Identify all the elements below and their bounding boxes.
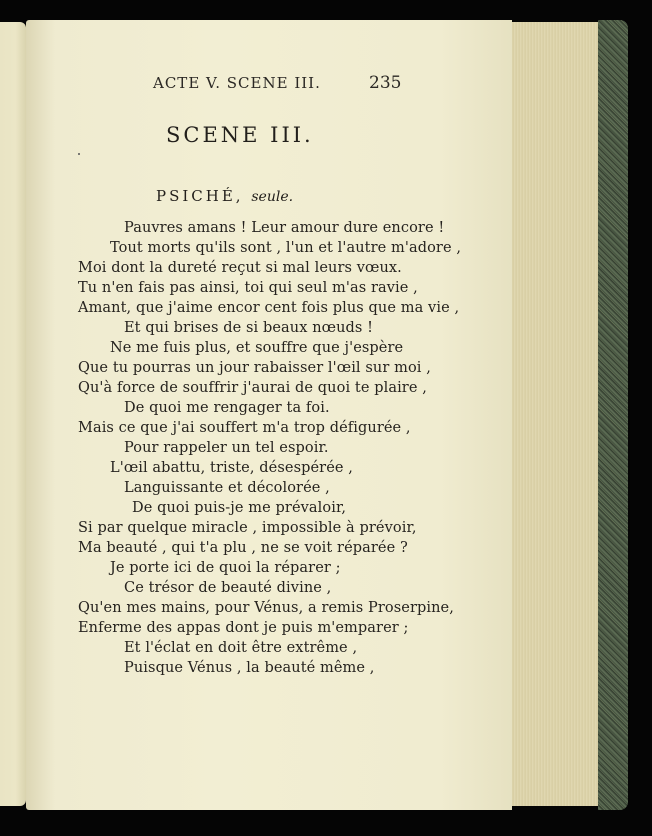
scene-title: SCENE III.	[166, 123, 314, 147]
book-cover-edge	[598, 20, 628, 810]
verse-line: Ma beauté , qui t'a plu , ne se voit réparée ?	[78, 540, 408, 556]
verse-line: Languissante et décolorée ,	[124, 480, 330, 496]
ink-speck	[78, 153, 80, 155]
book-page	[26, 20, 512, 810]
running-head: ACTE V. SCENE III.	[153, 74, 321, 92]
page-number: 235	[369, 73, 402, 93]
speaker-name: PSICHÉ,	[156, 187, 244, 205]
verse-line: Moi dont la dureté reçut si mal leurs vœux.	[78, 260, 402, 276]
verse-line: De quoi me rengager ta foi.	[124, 400, 330, 416]
verse-line: Si par quelque miracle , impossible à prévoir,	[78, 520, 417, 536]
verse-line: Et l'éclat en doit être extrême ,	[124, 640, 358, 656]
verse-line: Ce trésor de beauté divine ,	[124, 580, 332, 596]
verse-line: Puisque Vénus , la beauté même ,	[124, 660, 375, 676]
verse-line: Et qui brises de si beaux nœuds !	[124, 320, 374, 336]
verse-line: L'œil abattu, triste, désespérée ,	[110, 460, 353, 476]
verse-line: Pour rappeler un tel espoir.	[124, 440, 329, 456]
verse-line: Enferme des appas dont je puis m'emparer ;	[78, 620, 409, 636]
verse-line: De quoi puis-je me prévaloir,	[132, 500, 347, 516]
verse-line: Qu'en mes mains, pour Vénus, a remis Proserpine,	[78, 600, 454, 616]
verse-line: Ne me fuis plus, et souffre que j'espère	[110, 340, 404, 356]
page-block-edges	[508, 22, 608, 806]
verse-line: Tu n'en fais pas ainsi, toi qui seul m'as ravie ,	[78, 280, 418, 296]
facing-page-edge	[0, 22, 26, 806]
verse-line: Pauvres amans ! Leur amour dure encore !	[124, 220, 445, 236]
verse-line: Qu'à force de souffrir j'aurai de quoi te plaire ,	[78, 380, 427, 396]
verse-line: Amant, que j'aime encor cent fois plus que ma vie ,	[78, 300, 460, 316]
speaker-heading	[156, 187, 293, 205]
verse-line: Mais ce que j'ai souffert m'a trop défigurée ,	[78, 420, 411, 436]
stage-direction: seule.	[251, 189, 294, 205]
verse-line: Tout morts qu'ils sont , l'un et l'autre m'adore ,	[110, 240, 462, 256]
verse-line: Je porte ici de quoi la réparer ;	[110, 560, 341, 576]
verse-line: Que tu pourras un jour rabaisser l'œil sur moi ,	[78, 360, 431, 376]
